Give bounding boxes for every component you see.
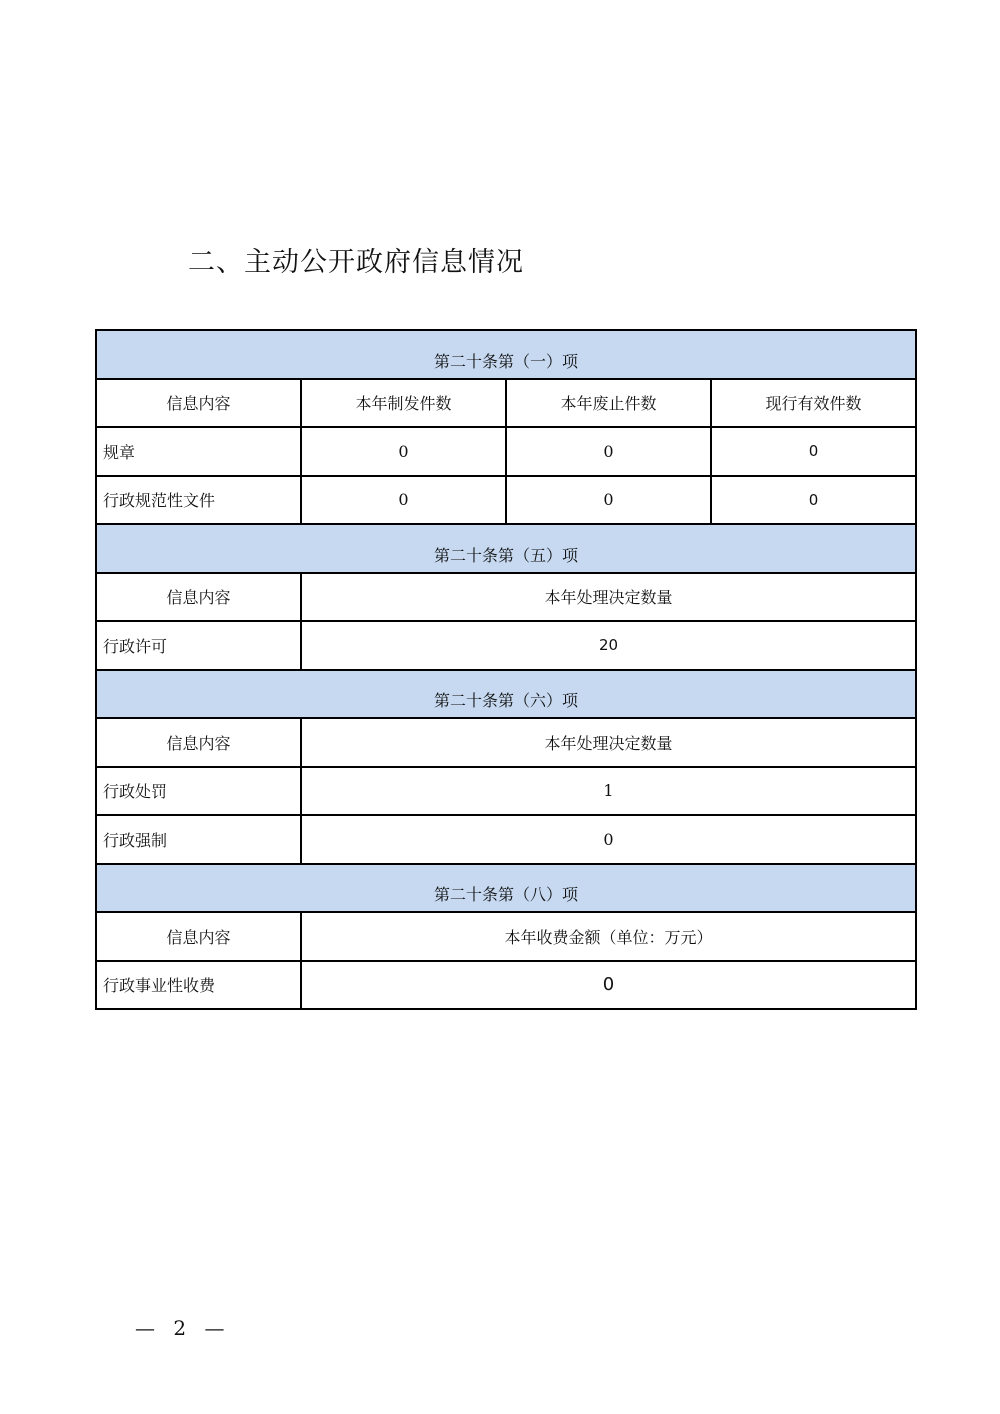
column-header-row <box>96 379 916 428</box>
page-number: — 2 — <box>135 1316 231 1340</box>
column-header: 信息内容 <box>96 718 301 767</box>
fee-amount: 0 <box>301 961 916 1010</box>
decision-count: 20 <box>301 621 916 670</box>
section-header-row <box>96 330 916 379</box>
disclosure-table <box>95 329 917 1010</box>
section-header: 第二十条第（五）项 <box>96 524 916 573</box>
row-label: 行政规范性文件 <box>96 476 301 525</box>
column-header: 现行有效件数 <box>711 379 916 428</box>
column-header-row <box>96 718 916 767</box>
valid-count: 0 <box>711 476 916 525</box>
column-header-row <box>96 912 916 961</box>
column-header: 本年废止件数 <box>506 379 711 428</box>
section-header-row <box>96 670 916 719</box>
row-label: 规章 <box>96 427 301 476</box>
abolished-count: 0 <box>506 476 711 525</box>
table-row <box>96 767 916 816</box>
column-header: 本年处理决定数量 <box>301 718 916 767</box>
decision-count: 1 <box>301 767 916 816</box>
section-header-row <box>96 524 916 573</box>
abolished-count: 0 <box>506 427 711 476</box>
valid-count: 0 <box>711 427 916 476</box>
table-row <box>96 815 916 864</box>
column-header: 本年收费金额（单位：万元） <box>301 912 916 961</box>
section-header: 第二十条第（八）项 <box>96 864 916 913</box>
row-label: 行政事业性收费 <box>96 961 301 1010</box>
issued-count: 0 <box>301 427 506 476</box>
column-header: 信息内容 <box>96 379 301 428</box>
section-header: 第二十条第（六）项 <box>96 670 916 719</box>
table-row <box>96 476 916 525</box>
column-header: 本年处理决定数量 <box>301 573 916 622</box>
column-header: 本年制发件数 <box>301 379 506 428</box>
column-header: 信息内容 <box>96 912 301 961</box>
section-header: 第二十条第（一）项 <box>96 330 916 379</box>
column-header: 信息内容 <box>96 573 301 622</box>
row-label: 行政许可 <box>96 621 301 670</box>
section-header-row <box>96 864 916 913</box>
table-row <box>96 621 916 670</box>
row-label: 行政强制 <box>96 815 301 864</box>
table-row <box>96 961 916 1010</box>
table-row <box>96 427 916 476</box>
column-header-row <box>96 573 916 622</box>
row-label: 行政处罚 <box>96 767 301 816</box>
page-title: 二、主动公开政府信息情况 <box>188 247 524 278</box>
decision-count: 0 <box>301 815 916 864</box>
issued-count: 0 <box>301 476 506 525</box>
